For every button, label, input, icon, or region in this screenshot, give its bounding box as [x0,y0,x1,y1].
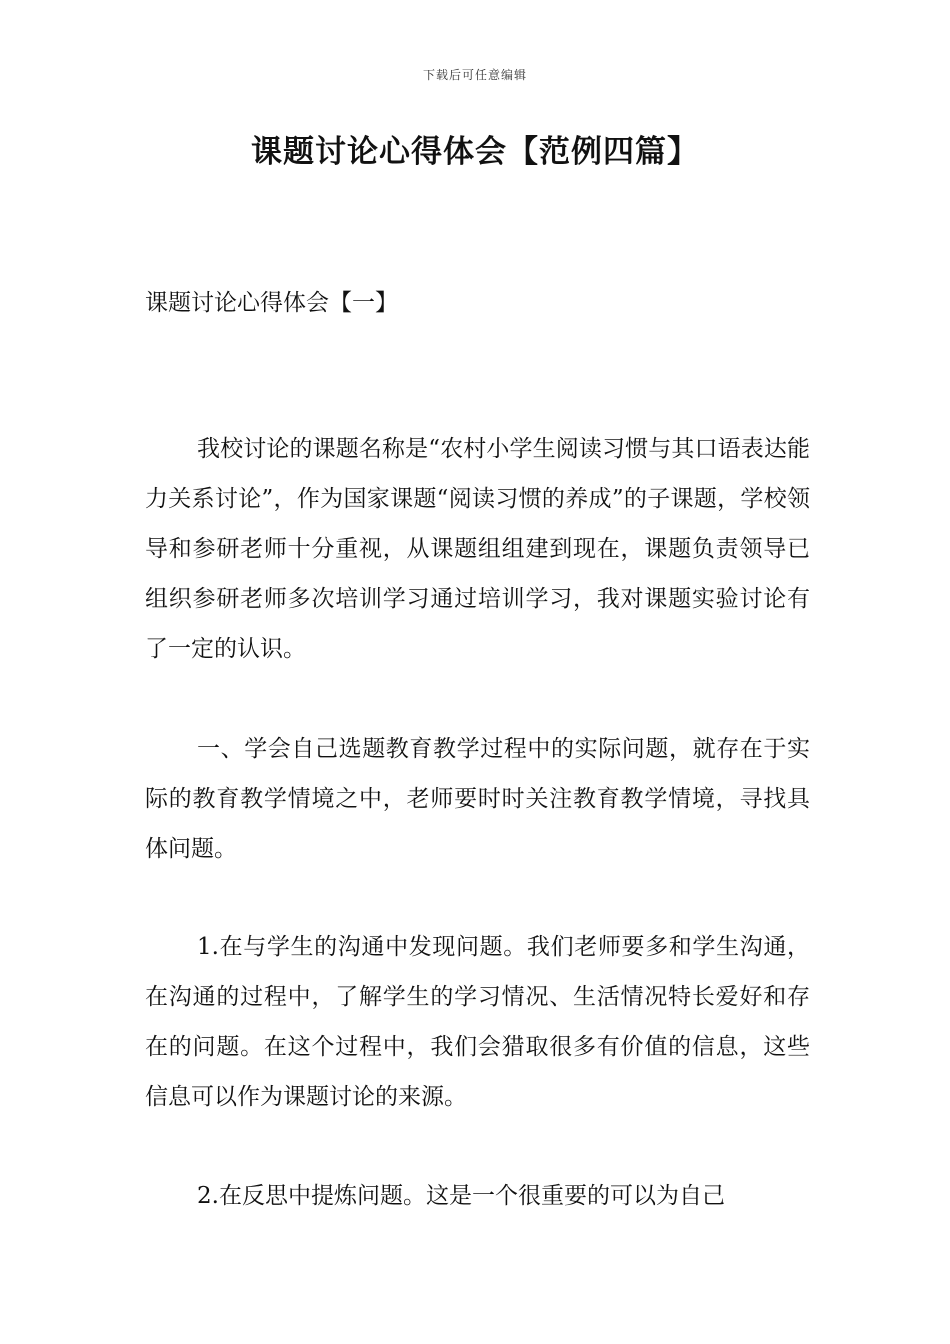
body-paragraph: 1.在与学生的沟通中发现问题。我们老师要多和学生沟通，在沟通的过程中，了解学生的学习情况、生活情况特长爱好和存在的问题。在这个过程中，我们会猎取很多有价值的信息，这些信息可以作为课题讨论的来源。 [145,934,810,1110]
header-note: 下载后可任意编辑 [422,68,527,82]
document-title: 课题讨论心得体会【范例四篇】 [251,134,699,170]
section-heading: 课题讨论心得体会【一】 [145,290,398,316]
body-paragraph: 我校讨论的课题名称是“农村小学生阅读习惯与其口语表达能力关系讨论”，作为国家课题“阅读习惯的养成”的子课题，学校领导和参研老师十分重视，从课题组组建到现在，课题负责领导已组织参研老师多次培训学习通过培训学习，我对课题实验讨论有了一定的认识。 [145,436,810,662]
body-paragraph: 2.在反思中提炼问题。这是一个很重要的可以为自己 [197,1183,725,1209]
body-paragraph: 一、学会自己选题教育教学过程中的实际问题，就存在于实际的教育教学情境之中，老师要时时关注教育教学情境，寻找具体问题。 [145,736,810,862]
